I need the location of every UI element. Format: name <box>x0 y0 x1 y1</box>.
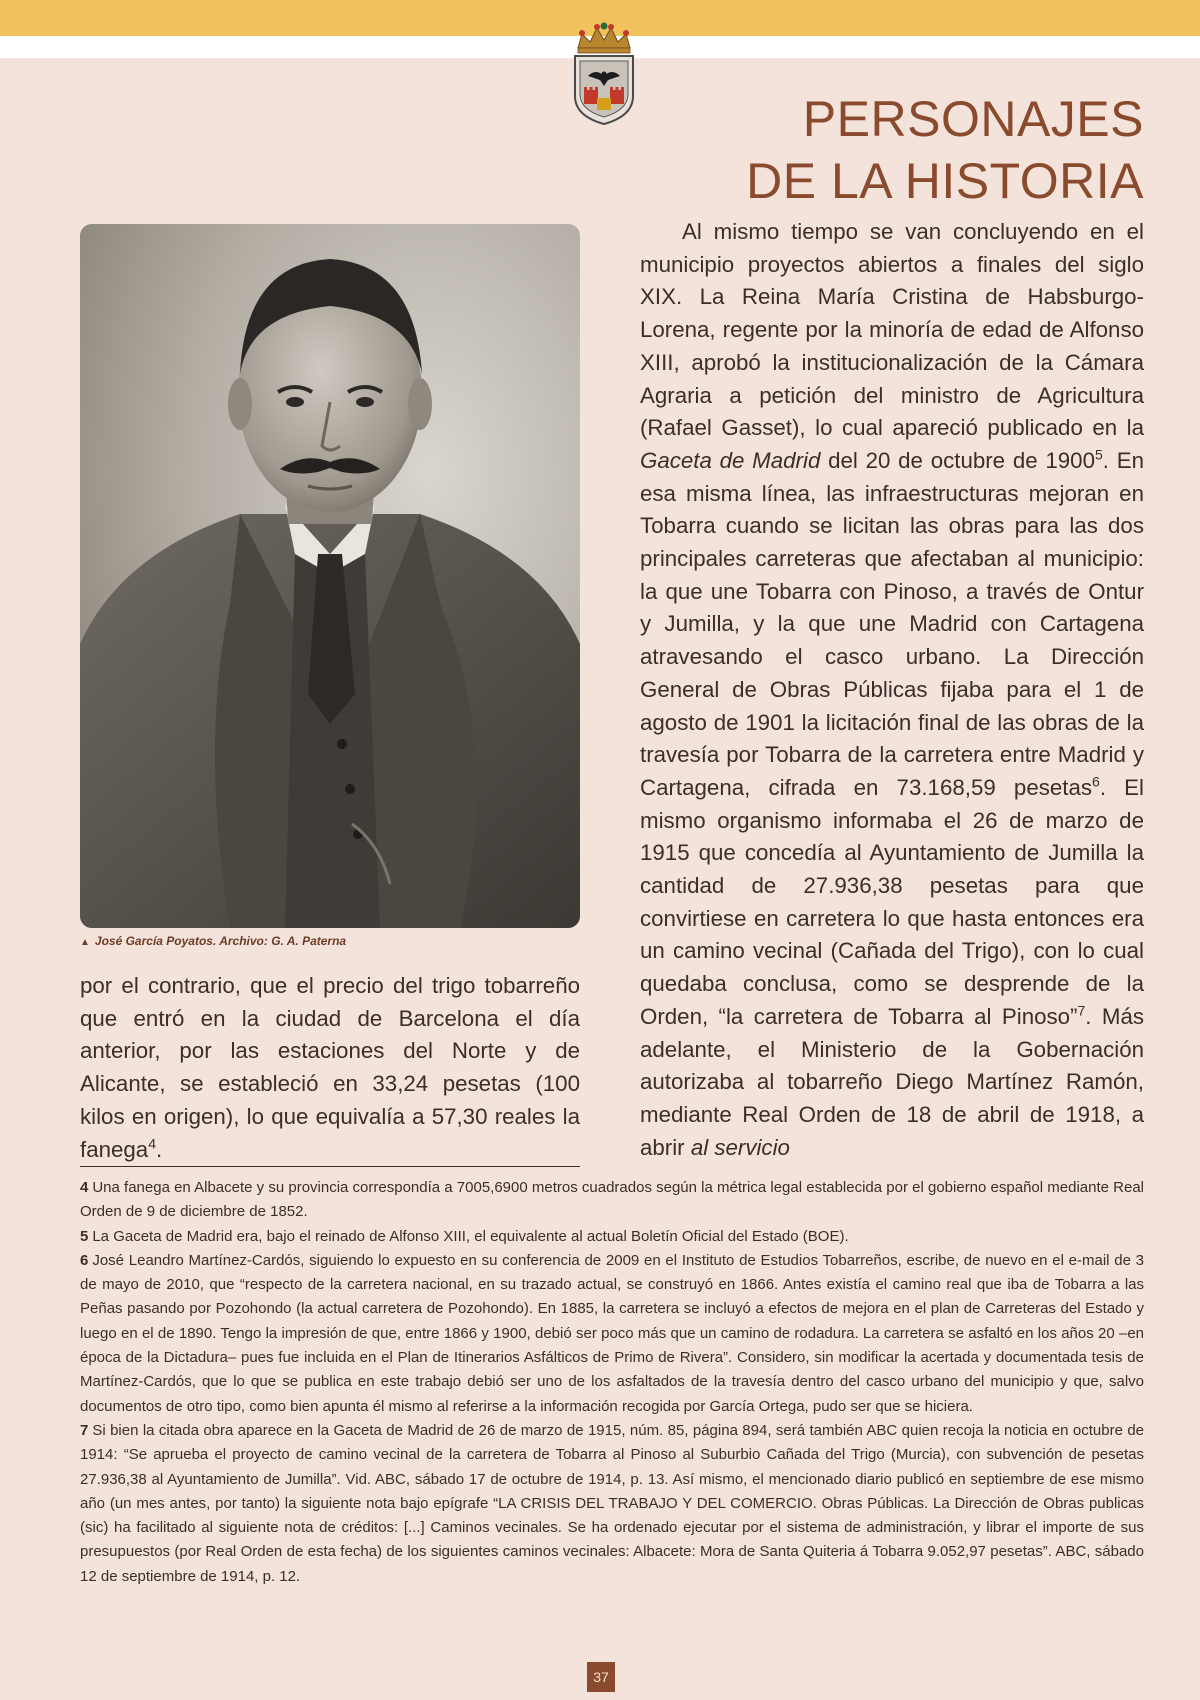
caption-text: José García Poyatos. Archivo: G. A. Paterna <box>94 934 347 948</box>
footnote-text: La Gaceta de Madrid era, bajo el reinado de Alfonso XIII, el equivalente al actual Boletín Oficial del Estado (BOE). <box>92 1227 849 1245</box>
page-title-line-2: DE LA HISTORIA <box>746 153 1144 209</box>
photo-caption <box>80 934 580 948</box>
footnote-number: 7 <box>80 1421 89 1439</box>
left-column-paragraph: por el contrario, que el precio del trigo tobarreño que entró en la ciudad de Barcelona el día anterior, por las estaciones del Norte y de Alicante, se estableció en 33,24 pesetas (100 kilos en origen), lo que equivalía a 57,30 reales la fanega$^4$. <box>80 973 580 1162</box>
footnote-5 <box>80 1225 1144 1249</box>
footnote-text: Una fanega en Albacete y su provincia correspondía a 7005,6900 metros cuadrados según la métrica legal establecida por el gobierno español mediante Real Orden de 9 de diciembre de 1852. <box>80 1179 1144 1221</box>
footnotes <box>80 1176 1144 1589</box>
left-column <box>80 970 580 1166</box>
footnote-7 <box>80 1419 1144 1589</box>
footnote-number: 4 <box>80 1179 89 1196</box>
page-title-line-1: PERSONAJES <box>802 91 1144 147</box>
right-column <box>640 216 1144 1164</box>
footnote-text: Si bien la citada obra aparece en la Gaceta de Madrid de 26 de marzo de 1915, núm. 85, página 894, será también ABC quien recoja la noticia en octubre de 1914: “Se aprueba el proyecto de camino vecinal de la carretera de Tobarra al Pinoso al Suburbio Cañada del Trigo (Murcia), con subvención de pesetas 27.936,38 al Ayuntamiento de Jumilla”. Vid. ABC, sábado 17 de octubre de 1914, p. 13. Así mismo, el mencionado diario publicó en septiembre de ese mismo año (un mes antes, por tanto) la siguiente nota bajo epígrafe “LA CRISIS DEL TRABAJO Y DEL COMERCIO. Obras Públicas. La Dirección de Obras publicas (sic) ha facilitado al siguiente nota de créditos: [...] Caminos vecinales. Se ha ordenado ejecutar por el sistema de administración, y librar el importe de sus presupuestos (por Real Orden de esta fecha) de los siguientes caminos vecinales: Albacete: Mora de Santa Quiteria á Tobarra 9.052,97 pesetas”. ABC, sábado 12 de septiembre de 1914, p. 12. <box>80 1421 1144 1585</box>
right-column-paragraph: Al mismo tiempo se van concluyendo en el municipio proyectos abiertos a finales del siglo XIX. La Reina María Cristina de Habsburgo-Lorena, regente por la minoría de edad de Alfonso XIII, aprobó la institucionalización de la Cámara Agraria a petición del ministro de Agricultura (Rafael Gasset), lo cual apareció publicado en la Gaceta de Madrid del 20 de octubre de 1900$^5$. En esa misma línea, las infraestructuras mejoran en Tobarra cuando se licitan las obras para las dos principales carreteras que afectaban al municipio: la que une Tobarra con Pinoso, a través de Ontur y Jumilla, y la que une Madrid con Cartagena atravesando el casco urbano. La Dirección General de Obras Públicas fijaba para el 1 de agosto de 1901 la licitación final de las obras de la travesía por Tobarra de la carretera entre Madrid y Cartagena, cifrada en 73.168,59 pesetas$^6$. El mismo organismo informaba el 26 de marzo de 1915 que concedía al Ayuntamiento de Jumilla la cantidad de 27.936,38 pesetas para que convirtiese en carretera lo que hasta entonces era un camino vecinal (Cañada del Trigo), con lo cual quedaba conclusa, como se desprende de la Orden, “la carretera de Tobarra al Pinoso”$^7$. Más adelante, el Ministerio de la Gobernación autorizaba al tobarreño Diego Martínez Ramón, mediante Real Orden de 18 de abril de 1918, a abrir al servicio <box>640 219 1145 1160</box>
page-number: 37 <box>587 1662 615 1692</box>
portrait-image <box>80 224 580 928</box>
footnote-divider <box>80 1166 580 1167</box>
footnote-text: José Leandro Martínez-Cardós, siguiendo lo expuesto en su conferencia de 2009 en el Instituto de Estudios Tobarreños, escribe, de nuevo en el e-mail de 3 de mayo de 2010, que “respecto de la carretera nacional, en su trazado actual, se construyó en 1866. Antes existía el camino real que iba de Tobarra a las Peñas pasando por Pozohondo (la actual carretera de Pozohondo). En 1885, la carretera se incluyó a efectos de mejora en el plan de Carreteras del Estado y luego en el de 1890. Tengo la impresión de que, entre 1866 y 1900, debió ser poco más que un camino de rodadura. La carretera se asfaltó en los años 20 –en época de la Dictadura– pues fue incluida en el Plan de Itinerarios Asfálticos de Primo de Rivera”. Considero, sin modificar la acertada y documentada tesis de Martínez-Cardós, que lo que se publica en este trabajo debió ser uno de los asfaltados de la travesía dentro del casco urbano del municipio y que, salvo documentos de otro tipo, como bien apunta él mismo al referirse a la información recogida por García Ortega, pudo ser que se hiciera. <box>80 1251 1144 1415</box>
footnote-6 <box>80 1249 1144 1419</box>
coat-of-arms-icon <box>570 18 638 128</box>
footnote-number: 5 <box>80 1227 89 1245</box>
footnote-4 <box>80 1176 1144 1225</box>
page-title <box>746 88 1144 212</box>
caption-triangle-icon: ▲ <box>80 937 90 948</box>
footnote-number: 6 <box>80 1251 89 1269</box>
portrait-photo <box>80 224 580 928</box>
